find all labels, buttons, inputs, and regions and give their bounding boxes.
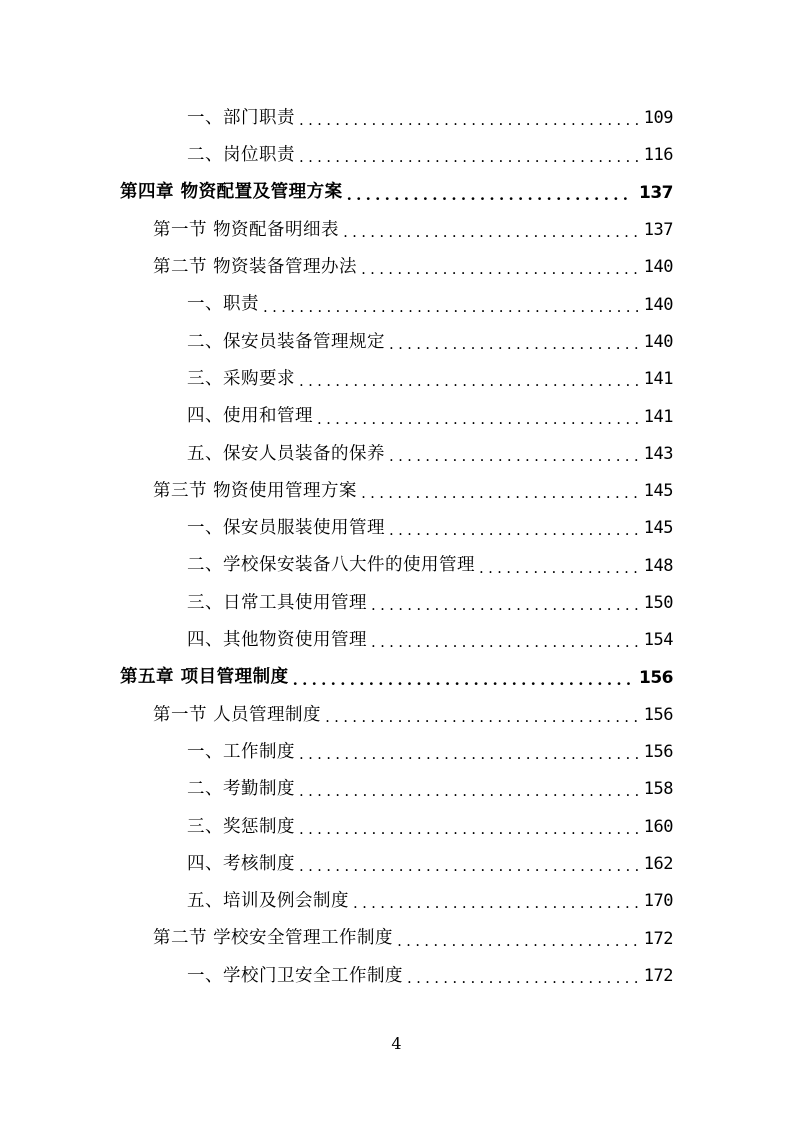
toc-entry-page: 172	[643, 928, 673, 949]
toc-entry-page: 160	[643, 816, 673, 837]
toc-entry-title: 第二节 物资装备管理办法	[153, 257, 358, 278]
toc-entry[interactable]	[0, 361, 793, 398]
dot-leader	[347, 188, 633, 203]
toc-entry-page: 116	[643, 145, 673, 166]
toc-section-entry[interactable]	[0, 249, 793, 286]
toc-entry-page: 150	[643, 593, 673, 613]
toc-entry-page: 145	[643, 518, 673, 539]
toc-entry-title: 三、日常工具使用管理	[187, 592, 367, 613]
dot-leader	[317, 412, 638, 427]
dot-leader	[371, 635, 638, 650]
dot-leader	[479, 561, 638, 576]
dot-leader	[407, 971, 638, 986]
toc-entry-page: 141	[643, 369, 673, 390]
dot-leader	[299, 784, 638, 799]
dot-leader	[299, 374, 638, 389]
dot-leader	[371, 598, 638, 613]
toc-entry-page: 148	[643, 555, 673, 576]
toc-entry-title: 第一节 人员管理制度	[153, 704, 322, 725]
toc-entry[interactable]	[0, 548, 793, 585]
toc-entry[interactable]	[0, 734, 793, 771]
toc-entry-title: 第五章 项目管理制度	[120, 667, 289, 688]
toc-section-entry[interactable]	[0, 473, 793, 510]
toc-entry[interactable]	[0, 286, 793, 323]
toc-entry-page: 172	[643, 965, 673, 986]
dot-leader	[325, 710, 638, 725]
toc-entry-page: 137	[639, 182, 673, 203]
toc-section-entry[interactable]	[0, 212, 793, 249]
toc-entry-title: 一、部门职责	[187, 107, 295, 128]
toc-entry-page: 140	[643, 331, 673, 352]
toc-entry-page: 158	[643, 779, 673, 800]
toc-entry[interactable]	[0, 137, 793, 174]
dot-leader	[299, 113, 638, 128]
dot-leader	[293, 673, 633, 688]
dot-leader	[397, 934, 638, 949]
toc-entry-page: 109	[643, 108, 673, 129]
toc-chapter-entry[interactable]	[0, 175, 793, 212]
toc-chapter-entry[interactable]	[0, 659, 793, 696]
toc-entry-title: 四、考核制度	[187, 853, 295, 874]
dot-leader	[389, 449, 638, 464]
toc-entry-page: 162	[643, 854, 673, 875]
toc-entry-title: 四、其他物资使用管理	[187, 630, 367, 651]
toc-entry[interactable]	[0, 510, 793, 547]
toc-entry[interactable]	[0, 771, 793, 808]
toc-section-entry[interactable]	[0, 921, 793, 958]
toc-entry-title: 二、保安员装备管理规定	[187, 331, 385, 352]
toc-entry-page: 145	[643, 481, 673, 502]
dot-leader	[389, 337, 638, 352]
toc-entry[interactable]	[0, 100, 793, 137]
dot-leader	[361, 262, 638, 277]
toc-entry-page: 140	[643, 294, 673, 315]
toc-entry-title: 第二节 学校安全管理工作制度	[153, 928, 394, 949]
table-of-contents	[0, 100, 793, 995]
toc-entry-title: 一、学校门卫安全工作制度	[187, 965, 403, 986]
toc-entry[interactable]	[0, 324, 793, 361]
dot-leader	[361, 486, 638, 501]
toc-entry[interactable]	[0, 585, 793, 622]
toc-entry[interactable]	[0, 883, 793, 920]
toc-entry-page: 143	[643, 443, 673, 464]
toc-entry-page: 170	[643, 891, 673, 912]
toc-entry-title: 四、使用和管理	[187, 406, 313, 427]
dot-leader	[299, 747, 638, 762]
dot-leader	[299, 822, 638, 837]
toc-entry-title: 五、培训及例会制度	[187, 891, 349, 912]
toc-entry[interactable]	[0, 846, 793, 883]
dot-leader	[299, 150, 638, 165]
toc-entry-title: 第一节 物资配备明细表	[153, 219, 340, 240]
toc-entry-title: 二、岗位职责	[187, 145, 295, 166]
toc-entry-title: 一、保安员服装使用管理	[187, 518, 385, 539]
dot-leader	[343, 225, 638, 240]
toc-entry-title: 第三节 物资使用管理方案	[153, 480, 358, 501]
toc-entry-title: 一、工作制度	[187, 741, 295, 762]
toc-entry-page: 140	[643, 257, 673, 278]
toc-entry-title: 二、考勤制度	[187, 779, 295, 800]
toc-entry-title: 二、学校保安装备八大件的使用管理	[187, 555, 475, 576]
toc-entry[interactable]	[0, 958, 793, 995]
toc-entry[interactable]	[0, 398, 793, 435]
dot-leader	[389, 523, 638, 538]
toc-entry[interactable]	[0, 809, 793, 846]
toc-entry-title: 一、职责	[187, 294, 259, 315]
toc-section-entry[interactable]	[0, 697, 793, 734]
dot-leader	[299, 859, 638, 874]
dot-leader	[353, 896, 638, 911]
toc-entry-title: 三、采购要求	[187, 368, 295, 389]
page-number: 4	[391, 1034, 402, 1053]
toc-entry-page: 156	[643, 704, 673, 725]
toc-entry[interactable]	[0, 622, 793, 659]
toc-entry[interactable]	[0, 436, 793, 473]
toc-entry-title: 第四章 物资配置及管理方案	[120, 182, 343, 203]
toc-entry-title: 三、奖惩制度	[187, 816, 295, 837]
toc-entry-page: 137	[643, 220, 673, 241]
toc-entry-page: 156	[639, 667, 673, 688]
dot-leader	[263, 300, 638, 315]
toc-entry-page: 156	[643, 742, 673, 763]
toc-entry-page: 154	[643, 630, 673, 651]
toc-entry-title: 五、保安人员装备的保养	[187, 443, 385, 464]
toc-entry-page: 141	[643, 406, 673, 427]
